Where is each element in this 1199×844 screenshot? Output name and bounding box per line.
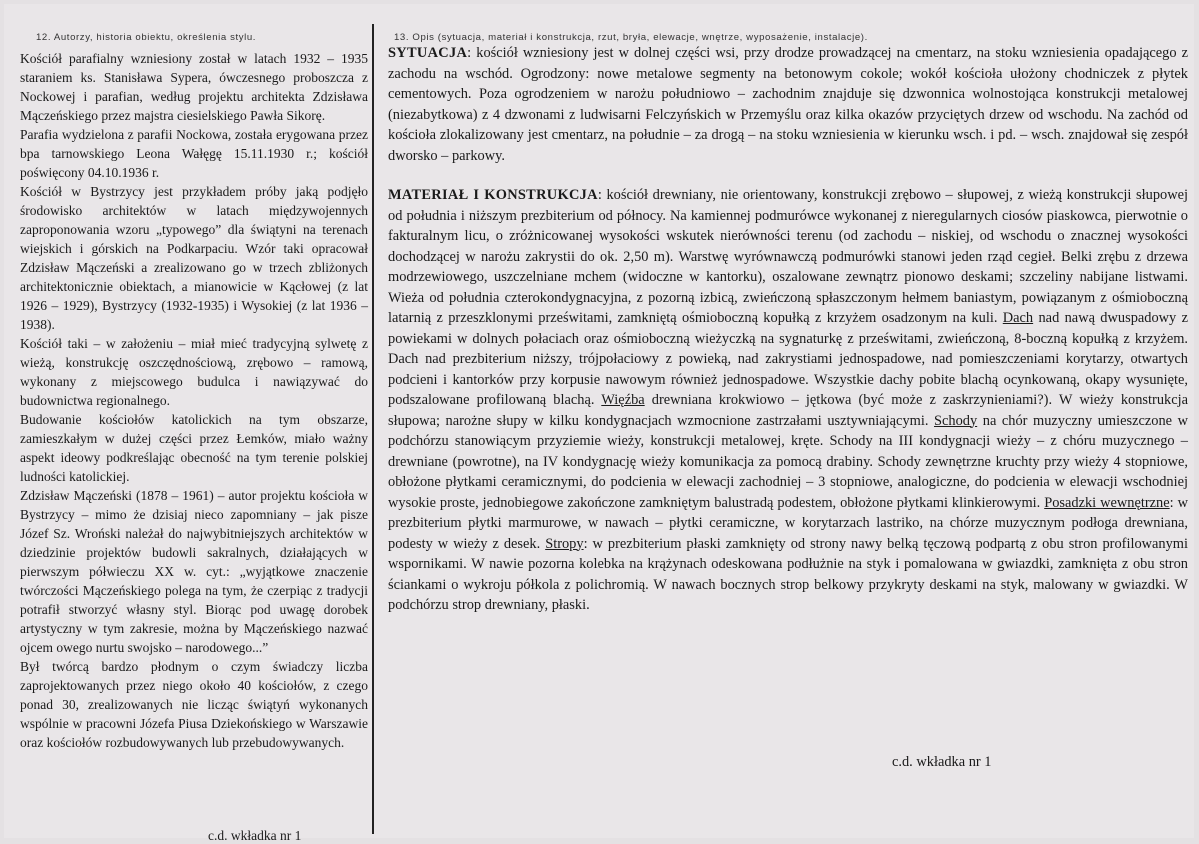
wiezba-label: Więźba (601, 392, 645, 408)
section-12-heading: 12. Autorzy, historia obiektu, określenia stylu. (36, 32, 257, 43)
section-12-column (20, 24, 374, 843)
paragraph: Kościół parafialny wzniesiony został w latach 1932 – 1935 staraniem ks. Stanisława Sypera, ówczesnego proboszcza z Nockowej i parafian, według projektu architekta Zdzisława Mączeńskiego przez majstra ciesielskiego Pawła Sikorę. (20, 51, 368, 123)
dach-text: nad nawą dwuspadowy z powiekami w dolnych połaciach oraz ośmioboczną wieżyczką na sygnaturkę z prześwitami, zwieńczoną, 8-boczną kopułką z krzyżem. Dach nad prezbiterium niższy, trójpołaciowy z powieką, nad zakrystiami jednospadowe, nad pomieszczeniami korytarzy, otwartych podcieni i kantorków przy korpusie nawowym również jednospadowe. Wszystkie dachy pobite blachą ocynkowaną, okapy wysunięte, podszalowane profilowaną blachą. (388, 310, 1188, 408)
wiezba-text: drewniana krokwiowo – jętkowa (być może z zaskrzynieniami?). W wieży konstrukcja słupowa; narożne słupy w kilku kondygnacjach wzmocnione zastrzałami usztywniającymi. (388, 392, 1188, 429)
sytuacja-text: : kościół wzniesiony jest w dolnej części wsi, przy drodze prowadzącej na cmentarz, na stoku wzniesienia opadającego z zachodu na wschód. Ogrodzony: nowe metalowe segmenty na betonowym cokole; wokół kościoła ułożony chodniczek z płytek cementowych. Poza ogrodzeniem w narożu południowo – zachodnim znajduje się dzwonnica wolnostojąca konstrukcji metalowej (niezabytkowa) z 4 dzwonami z ludwisarni Felczyńskich w Przemyślu oraz kilka okazów przyciętych drzew od wschodu. Na zachód od kościoła zlokalizowany jest cmentarz, na południe – za drogą – na stoku wzniesienia w kierunku wsch. i pd. – wsch. znajdował się zespół dworsko – parkowy. (388, 45, 1188, 164)
sytuacja-label: SYTUACJA (388, 45, 468, 61)
continuation-note-right: c.d. wkładka nr 1 (892, 754, 992, 770)
dach-label: Dach (1002, 310, 1034, 326)
schody-label: Schody (934, 412, 978, 429)
continuation-note-left: c.d. wkładka nr 1 (208, 828, 302, 843)
paragraph: Parafia wydzielona z parafii Nockowa, została erygowana przez bpa tarnowskiego Leona Wałęgę 15.11.1930 r.; kościół poświęcony 04.10.1936 r. (20, 127, 368, 180)
material-label: MATERIAŁ I KONSTRUKCJA (388, 187, 598, 203)
posadzki-label: Posadzki wewnętrzne (1044, 494, 1170, 511)
material-text: : kościół drewniany, nie orientowany, konstrukcji zrębowo – słupowej, z wieżą konstrukcji słupowej od południa i niższym prezbiterium od północy. Na kamiennej podmurówce wykonanej z nieregularnych ciosów piaskowca, pierwotnie o fakturalnym licu, o zróżnicowanej wysokości wskutek nierówności terenu (od zachodu – niskiej, od wschodu o znacznej wysokości dochodzącej w narożu zakrystii do ok. 2,50 m). Warstwę wyrównawczą podmurówki stanowi jeden rząd cegieł. Belki zrębu z drzewa modrzewiowego, uszczelniane mchem (widoczne w kantorku), oszalowane zewnątrz pionowo deskami; szczeliny nabijane listwami. Wieża od południa czterokondygnacyjna, z pozorną izbicą, zwieńczoną spłaszczonym hełmem baniastym, powiązanym z ośmioboczną latarnią z przeszklonymi prześwitami, zamkniętą ośmioboczną kopułką z krzyżem osadzonym na kuli. (388, 187, 1188, 326)
record-card (4, 4, 1194, 843)
paragraph: Był twórcą bardzo płodnym o czym świadczy liczba zaprojektowanych przez niego około 40 kościołów, z czego ponad 30, zrealizowanych nie licząc świątyń wykonanych wspólnie w pracowni Józefa Piusa Dziekońskiego w Warszawie oraz kościołów rozbudowywanych lub przebudowywanych. (20, 659, 368, 750)
stropy-text: : w prezbiterium płaski zamknięty od strony nawy belką tęczową podpartą z obu stron profilowanymi wspornikami. W nawie pozorna kolebka na krążynach odeskowana podłużnie na styk i pomalowana w gwiazdki, zamknięta z obu stron ściankami o wykroju półkola z polichromią. W nawach bocznych strop belkowy przykryty deskami na styk, malowany w gwiazdki. W podchórzu strop drewniany, płaski. (388, 535, 1188, 613)
stropy-label: Stropy (545, 535, 584, 552)
posadzki-text: : w prezbiterium płytki marmurowe, w nawach – płytki ceramiczne, w korytarzach lastriko, na chórze muzycznym podłoga drewniana, podesty w wieży z desek. (388, 494, 1188, 552)
paragraph: Budowanie kościołów katolickich na tym obszarze, zamieszkałym w dużej części przez Łemków, miało ważny aspekt ideowy podkreślając obecność na tym terenie polskiej ludności katolickiej. (20, 412, 368, 484)
paragraph-material (388, 185, 1188, 616)
section-12-body (20, 49, 368, 752)
schody-text: na chór muzyczny umieszczone w podchórzu stanowiącym przyziemie wieży, konstrukcji metalowej, kręte. Schody na III kondygnacji wieży – z chóru muzycznego – drewniane (powrotne), na IV kondygnację wieży komunikacja za pomocą drabiny. Schody zewnętrzne kruchty przy wieży 4 stopniowe, obłożone płytkami ceramicznymi, do podcienia w elewacji zachodniej – 3 stopniowe, analogiczne, do podcienia w elewacji wschodniej wysokie proste, jednobiegowe zakończone zamkniętym balustradą podestem, obłożone płytkami klinkierowymi. (388, 412, 1188, 511)
paragraph: Kościół w Bystrzycy jest przykładem próby jaką podjęło środowisko architektów w latach międzywojennych zaproponowania wzoru „typowego” dla świątyni na terenach wiejskich i górskich na Podkarpaciu. Wzór taki opracował Zdzisław Mączeński a zrealizowano go w trzech zbliżonych architektonicznie obiektach, a mianowicie w Kącłowej (z lat 1926 – 1929), Bystrzycy (1932-1935) i Wysokiej (z lat 1936 – 1938). (20, 184, 368, 332)
paragraph: Zdzisław Mączeński (1878 – 1961) – autor projektu kościoła w Bystrzycy – mimo że dzisiaj nieco zapomniany – jak pisze Józef Sz. Wroński należał do najwybitniejszych architektów w dziedzinie projektów budowli sakralnych, działających w pierwszym półwieczu XX w. cyt.: „wyjątkowe znaczenie twórczości Mączeńskiego polega na tym, że czerpiąc z tradycji potrafił stworzyć własny styl. Biorąc pod uwagę dorobek artystyczny w tym zakresie, można by Mączeńskiego nazwać ojcem owego nurtu swojsko – narodowego...” (20, 488, 368, 655)
section-13-heading: 13. Opis (sytuacja, materiał i konstrukcja, rzut, bryła, elewacje, wnętrze, wyposażenie, instalacje). (394, 32, 868, 43)
paragraph: Kościół taki – w założeniu – miał mieć tradycyjną sylwetę z wieżą, konstrukcję oszczędnościową, zrębowo – ramową, wykonany z miejscowego budulca i nawiązywać do budownictwa regionalnego. (20, 336, 368, 408)
section-13-body (388, 43, 1188, 616)
paragraph-sytuacja (388, 43, 1188, 166)
section-13-column (388, 32, 1188, 616)
